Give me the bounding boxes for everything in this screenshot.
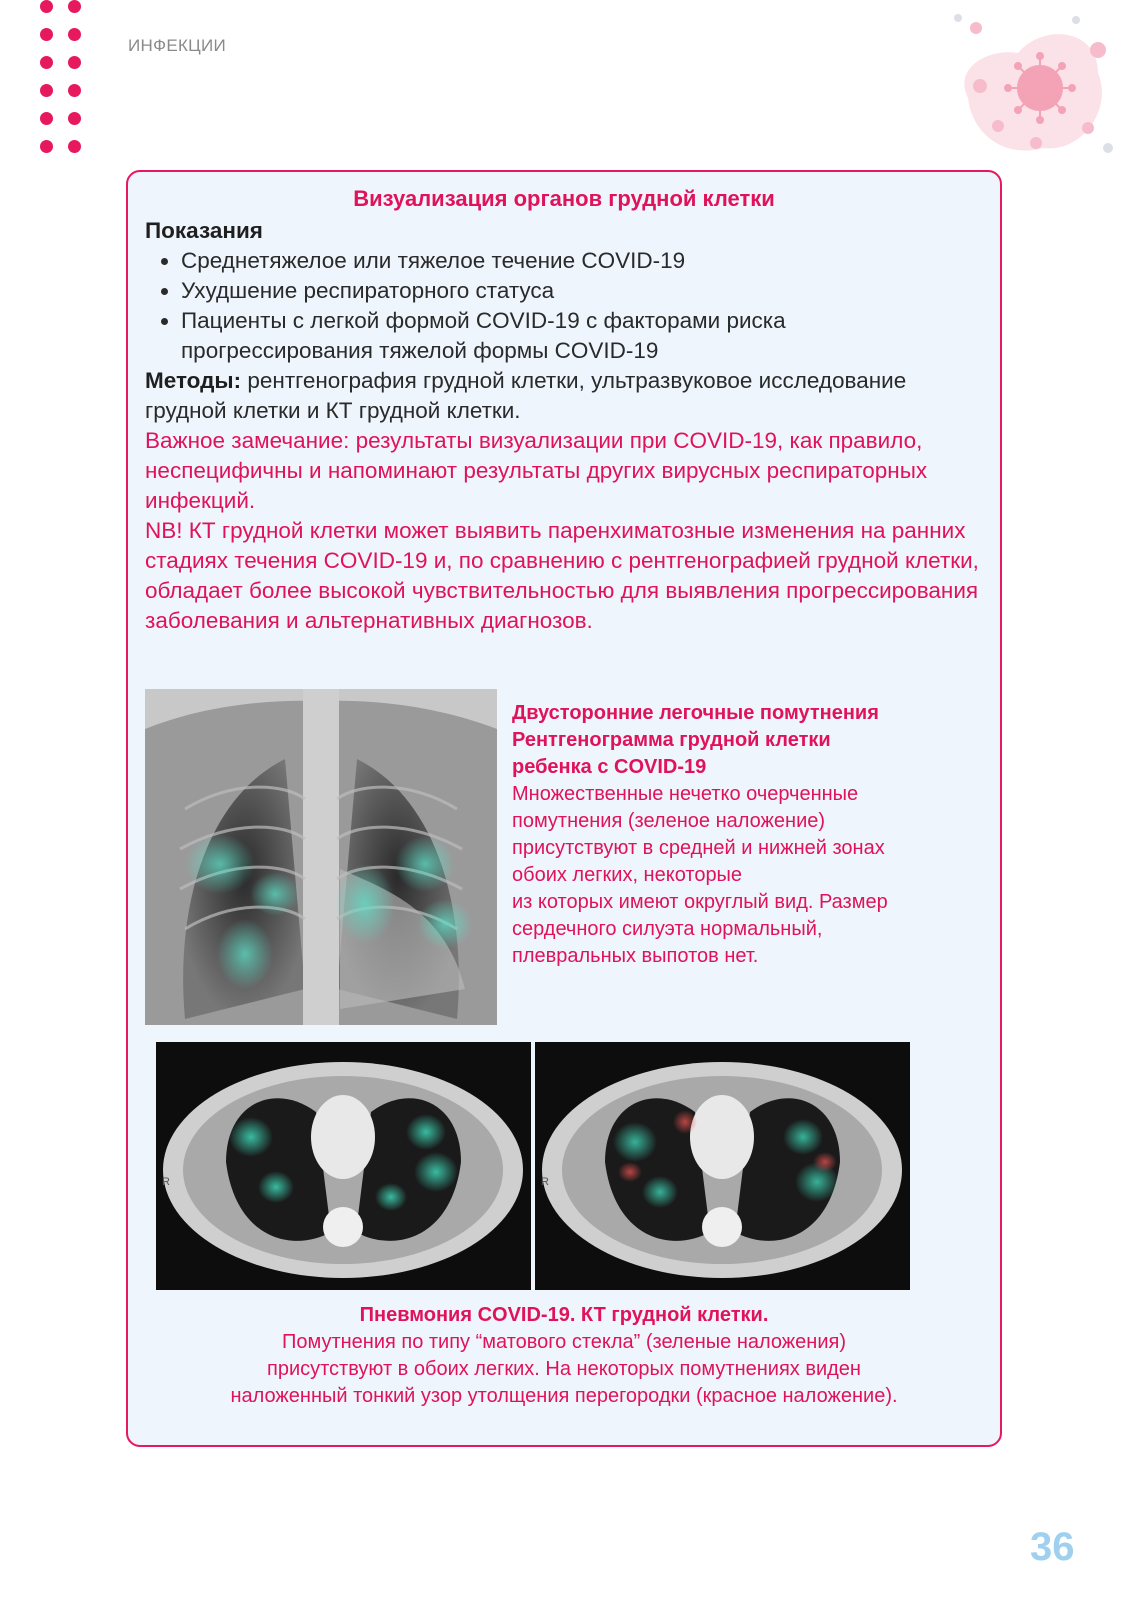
indications-list bbox=[145, 246, 980, 366]
xray-caption-line: сердечного силуэта нормальный, bbox=[512, 918, 823, 940]
methods-label: Методы: bbox=[145, 368, 242, 393]
page-number: 36 bbox=[1030, 1525, 1075, 1569]
decorative-dot-grid bbox=[40, 0, 90, 155]
list-item: • Пациенты с легкой формой COVID-19 с факторами риска прогрессирования тяжелой формы COVID-19 bbox=[181, 306, 980, 366]
xray-caption-line: помутнения (зеленое наложение) bbox=[512, 810, 826, 832]
virus-illustration-icon bbox=[948, 8, 1118, 168]
xray-caption-line: плевральных выпотов нет. bbox=[512, 945, 759, 967]
card-body bbox=[145, 216, 980, 636]
nb-note: NB! КТ грудной клетки может выявить паренхиматозные изменения на ранних стадиях течения COVID-19 и, по сравнению с рентгенографией грудной клетки, обладает более высокой чувствительностью для выявления прогрессирования заболевания и альтернативных диагнозов. bbox=[145, 518, 979, 633]
list-item: • Ухудшение респираторного статуса bbox=[181, 276, 980, 306]
xray-caption-line: обоих легких, некоторые bbox=[512, 864, 743, 886]
xray-caption-line: присутствуют в средней и нижней зонах bbox=[512, 837, 885, 859]
ct-caption-line: наложенный тонкий узор утолщения перегородки (красное наложение). bbox=[230, 1385, 898, 1407]
xray-caption-heading-line: Рентгенограмма грудной клетки bbox=[512, 729, 831, 751]
xray-caption-line: из которых имеют округлый вид. Размер bbox=[512, 891, 888, 913]
methods-paragraph bbox=[145, 366, 980, 426]
list-item: • Среднетяжелое или тяжелое течение COVID-19 bbox=[181, 246, 980, 276]
ct-caption bbox=[128, 1302, 1000, 1410]
section-label: ИНФЕКЦИИ bbox=[128, 36, 227, 55]
xray-caption-heading-line: ребенка с COVID-19 bbox=[512, 756, 707, 778]
ct-scan-marker: R bbox=[162, 1176, 170, 1188]
ct-scan-image-left bbox=[156, 1042, 531, 1290]
important-note: Важное замечание: результаты визуализации при COVID-19, как правило, неспецифичны и напоминают результаты других вирусных респираторных инфекций. bbox=[145, 428, 928, 513]
xray-caption-heading-line: Двусторонние легочные помутнения bbox=[512, 702, 879, 724]
xray-caption-line: Множественные нечетко очерченные bbox=[512, 783, 859, 805]
ct-scan-marker: R bbox=[541, 1176, 549, 1188]
ct-caption-line: Помутнения по типу “матового стекла” (зеленые наложения) bbox=[281, 1331, 846, 1353]
ct-scan-image-right bbox=[535, 1042, 910, 1290]
ct-caption-line: присутствуют в обоих легких. На некоторых помутнениях виден bbox=[267, 1358, 861, 1380]
card-title: Визуализация органов грудной клетки bbox=[353, 186, 775, 211]
methods-text: рентгенография грудной клетки, ультразвуковое исследование грудной клетки и КТ грудной клетки. bbox=[145, 368, 907, 423]
chest-xray-image bbox=[145, 689, 497, 1025]
ct-caption-heading: Пневмония COVID-19. КТ грудной клетки. bbox=[359, 1304, 769, 1326]
indications-heading: Показания bbox=[145, 218, 263, 243]
imaging-info-card bbox=[126, 170, 1002, 1447]
xray-caption bbox=[512, 700, 982, 970]
